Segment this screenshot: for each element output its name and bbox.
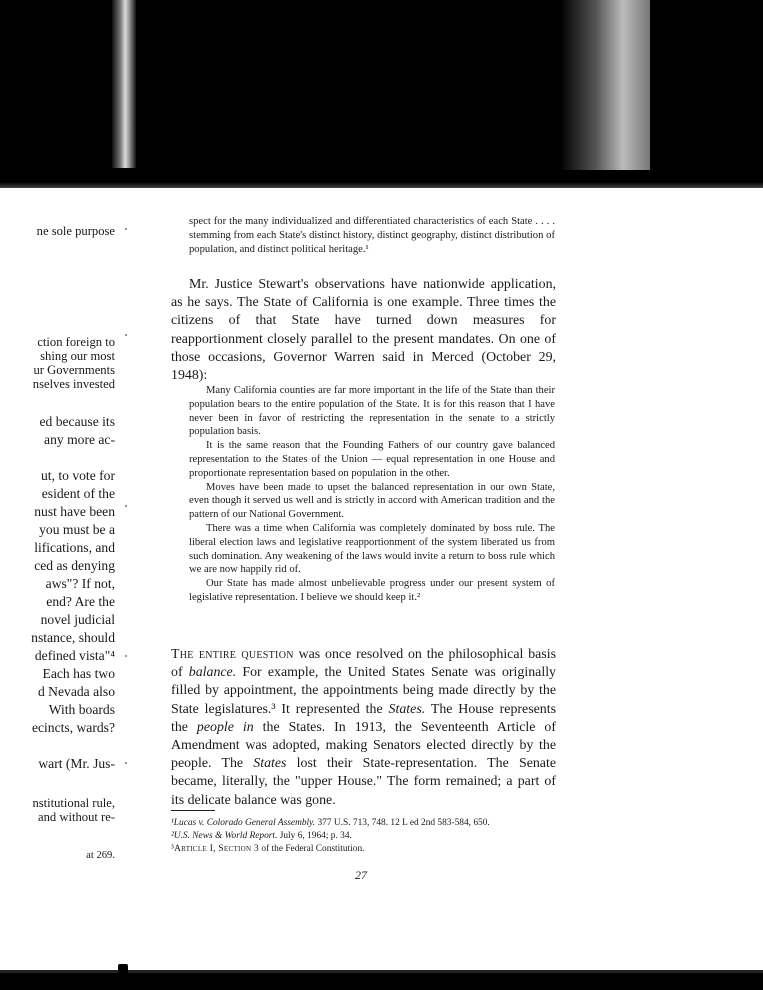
scan-speck bbox=[125, 655, 127, 657]
paragraph-text bbox=[171, 646, 556, 810]
facing-page-line: d Nevada also bbox=[37, 684, 115, 699]
opening-quotation: spect for the many individualized and differentiated characteristics of each State . . . . stemming from each State's distinct history, distinct geography, distinct distribution of population, and distinct political heritage.¹ bbox=[189, 216, 555, 256]
footnote-text: of the Federal Constitution. bbox=[259, 844, 365, 854]
facing-page-line: nstance, should bbox=[31, 630, 115, 645]
block-quote-paragraph: Moves have been made to upset the balanced representation in our own State, even though it served us well and is strictly in accord with American tradition and the pattern of our National Government. bbox=[189, 481, 555, 521]
facing-page-line: ut, to vote for bbox=[41, 468, 115, 483]
facing-page-line: ced as denying bbox=[34, 558, 115, 573]
facing-page-line: nust have been bbox=[34, 504, 115, 519]
footnote-citation: ³Article I, Section 3 bbox=[171, 844, 260, 854]
facing-page-line: novel judicial bbox=[40, 612, 115, 627]
block-quote-paragraph: Many California counties are far more important in the life of the State than their population bears to the entire population of the State. It is for this reason that I have never been in favor of restricting the representation in the senate to a strictly population basis. bbox=[189, 385, 555, 438]
lead-in-smallcaps: The entire question bbox=[171, 647, 294, 662]
text-run: lost their State-representation. The Senate became, literally, the "upper House." The form remained; a part of its delicate balance was gone. bbox=[171, 756, 556, 808]
footnote-3 bbox=[171, 843, 556, 856]
facing-page-line: ed because its bbox=[39, 414, 115, 429]
footnote-text: 377 U.S. 713, 748. 12 L ed 2nd 583-584, 650. bbox=[315, 818, 490, 828]
facing-page-line: ur Governments bbox=[33, 363, 115, 377]
text-run: was once resolved on the philosophical basis of bbox=[171, 647, 556, 681]
paragraph-text: Mr. Justice Stewart's observations have nationwide application, as he says. The State of California is one example. Three times the citizens of that State have turned down measures for reapportionment closely parallel to the present mandates. On one of those occasions, Governor Warren said in Merced (October 29, 1948): bbox=[171, 277, 556, 384]
footnote-rule bbox=[171, 810, 215, 811]
facing-page-line: nselves invested bbox=[32, 377, 115, 391]
facing-page-line: ecincts, wards? bbox=[31, 720, 115, 735]
block-quote-paragraph: There was a time when California was completely dominated by boss rule. The liberal election laws and legislative reapportionment of the system liberated us from such domination. Any weakening of the laws would invite a return to boss rule which we are now happily rid of. bbox=[189, 522, 555, 576]
emphasis: people in bbox=[196, 719, 254, 735]
facing-page-line: any more ac- bbox=[44, 432, 115, 447]
scan-shadow-edge bbox=[560, 0, 650, 170]
facing-page-line: and without re- bbox=[38, 810, 115, 824]
emphasis: States. bbox=[388, 701, 426, 717]
emphasis: States bbox=[253, 756, 287, 772]
text-run: the States. In 1913, the Seventeenth Article of Amendment was adopted, making Senators elected directly by the people. The bbox=[171, 719, 556, 772]
book-gutter-fold bbox=[112, 0, 136, 168]
facing-page-line: wart (Mr. Jus- bbox=[38, 756, 115, 771]
emphasis: balance. bbox=[188, 665, 237, 681]
scan-dark-border-bottom bbox=[0, 972, 763, 990]
facing-page-line: at 269. bbox=[86, 850, 115, 861]
facing-page-line: shing our most bbox=[40, 349, 115, 363]
facing-page-line: esident of the bbox=[41, 486, 115, 501]
facing-page-line: aws"? If not, bbox=[45, 576, 115, 591]
scan-speck bbox=[125, 505, 127, 507]
footnote-citation: ¹Lucas v. Colorado General Assembly. bbox=[171, 818, 316, 828]
paragraph-balance bbox=[171, 646, 556, 810]
scan-speck bbox=[125, 762, 127, 764]
footnote-2 bbox=[171, 830, 556, 843]
facing-page-line: Each has two bbox=[42, 666, 115, 681]
text-run: For example, the United States Senate was originally filled by appointment, the appointments being made directly by the State legislatures.³ It represented the bbox=[171, 665, 556, 717]
facing-page-line: ction foreign to bbox=[37, 335, 115, 349]
facing-page-line: ne sole purpose bbox=[36, 224, 115, 238]
footnote-citation: ²U.S. News & World Report. bbox=[171, 831, 278, 841]
block-quote-paragraph: It is the same reason that the Founding Fathers of our country gave balanced representation to the States of the Union — equal representation in one House and proportionate representation based on population in the other. bbox=[189, 440, 555, 479]
facing-page-column bbox=[0, 0, 115, 990]
footnote-1 bbox=[171, 817, 556, 830]
block-quote-paragraph: Our State has made almost unbelievable progress under our present system of legislative representation. I believe we should keep it.² bbox=[189, 578, 555, 603]
footnote-text: July 6, 1964; p. 34. bbox=[277, 831, 352, 841]
text-run: The House represents the bbox=[171, 701, 556, 735]
paragraph-stewart bbox=[171, 276, 556, 385]
page-number: 27 bbox=[355, 868, 367, 882]
facing-page-line: defined vista"⁴ bbox=[34, 648, 115, 663]
facing-page-line: With boards bbox=[48, 702, 115, 717]
facing-page-line: lifications, and bbox=[34, 540, 115, 555]
scan-speck bbox=[125, 334, 127, 336]
facing-page-line: you must be a bbox=[39, 522, 115, 537]
facing-page-line: nstitutional rule, bbox=[32, 796, 115, 810]
gutter-nub bbox=[118, 964, 128, 974]
warren-block-quote bbox=[189, 384, 555, 605]
page-bottom-edge bbox=[0, 970, 763, 973]
facing-page-line: end? Are the bbox=[46, 594, 115, 609]
scan-speck bbox=[125, 228, 127, 230]
